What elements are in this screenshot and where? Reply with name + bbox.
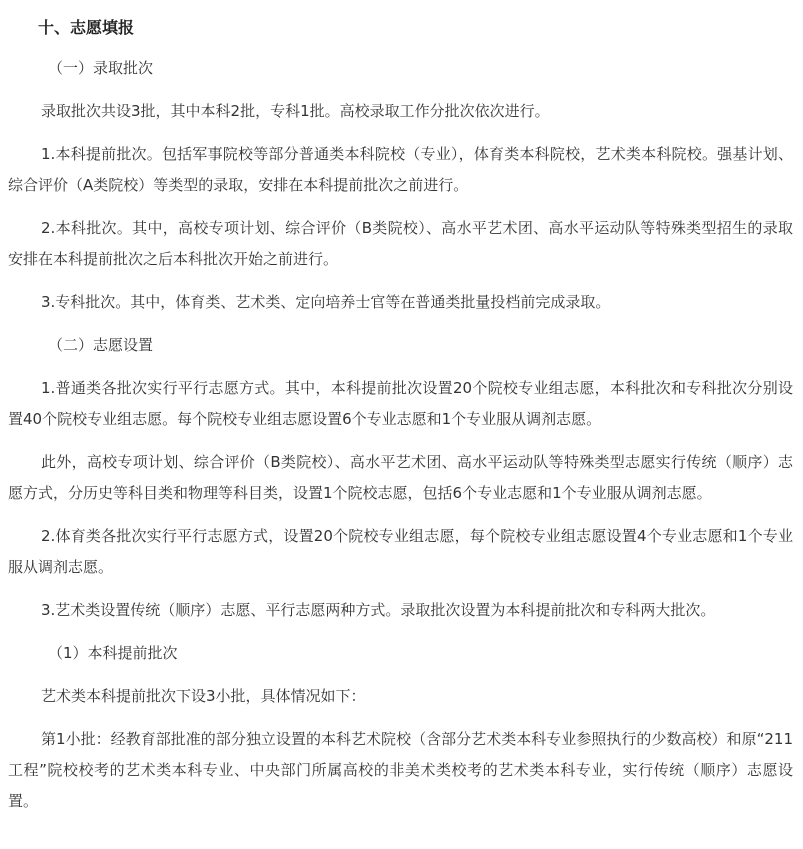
paragraph: 2.体育类各批次实行平行志愿方式，设置20个院校专业组志愿，每个院校专业组志愿设置4个专业志愿和1个专业服从调剂志愿。 bbox=[8, 527, 793, 576]
subheading-admission-batches: （一）录取批次 bbox=[48, 59, 154, 77]
paragraph: 2.本科批次。其中，高校专项计划、综合评价（B类院校）、高水平艺术团、高水平运动队等特殊类型招生的录取安排在本科提前批次之后本科批次开始之前进行。 bbox=[8, 219, 793, 268]
section-heading: 十、志愿填报 bbox=[38, 18, 135, 37]
subheading-undergrad-early-batch: （1）本科提前批次 bbox=[48, 644, 178, 662]
paragraph: 1.本科提前批次。包括军事院校等部分普通类本科院校（专业），体育类本科院校，艺术类本科院校。强基计划、综合评价（A类院校）等类型的录取，安排在本科提前批次之前进行。 bbox=[8, 145, 793, 194]
paragraph: 第1小批：经教育部批准的部分独立设置的本科艺术院校（含部分艺术类本科专业参照执行的少数高校）和原“211工程”院校校考的艺术类本科专业、中央部门所属高校的非美术类校考的艺术类本科专业，实行传统（顺序）志愿设置。 bbox=[8, 730, 793, 810]
paragraph: 艺术类本科提前批次下设3小批，具体情况如下： bbox=[41, 687, 366, 705]
subheading-volunteer-settings: （二）志愿设置 bbox=[48, 336, 154, 354]
paragraph: 3.艺术类设置传统（顺序）志愿、平行志愿两种方式。录取批次设置为本科提前批次和专科两大批次。 bbox=[41, 601, 716, 619]
paragraph: 录取批次共设3批，其中本科2批，专科1批。高校录取工作分批次依次进行。 bbox=[41, 102, 550, 120]
paragraph: 此外，高校专项计划、综合评价（B类院校）、高水平艺术团、高水平运动队等特殊类型志愿实行传统（顺序）志愿方式，分历史等科目类和物理等科目类，设置1个院校志愿，包括6个专业志愿和1个专业服从调剂志愿。 bbox=[8, 453, 793, 502]
paragraph: 1.普通类各批次实行平行志愿方式。其中，本科提前批次设置20个院校专业组志愿，本科批次和专科批次分别设置40个院校专业组志愿。每个院校专业组志愿设置6个专业志愿和1个专业服从调剂志愿。 bbox=[8, 379, 793, 428]
paragraph: 3.专科批次。其中，体育类、艺术类、定向培养士官等在普通类批量投档前完成录取。 bbox=[41, 293, 611, 311]
